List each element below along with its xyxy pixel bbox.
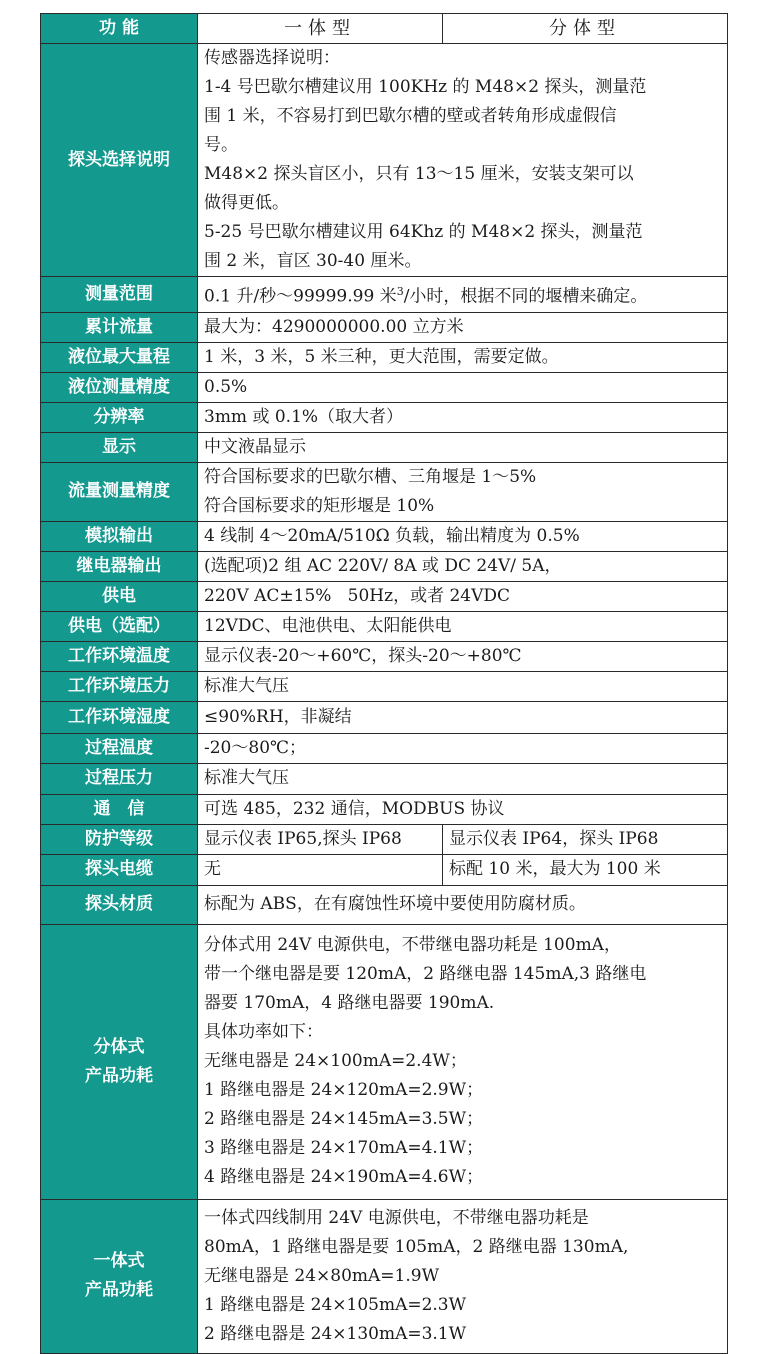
split-power-line: 2 路继电器是 24×145mA=3.5W； xyxy=(204,1109,484,1130)
integrated-power-line: 一体式四线制用 24V 电源供电，不带继电器功耗是 xyxy=(204,1207,589,1228)
flow-accuracy-line: 符合国标要求的矩形堰是 10% xyxy=(204,495,435,516)
row-flow-accuracy xyxy=(41,462,728,521)
integrated-power-line: 2 路继电器是 24×130mA=3.1W xyxy=(204,1323,467,1344)
split-power-line: 器要 170mA，4 路继电器要 190mA. xyxy=(204,993,495,1014)
value-ip-rating-split: 显示仪表 IP64，探头 IP68 xyxy=(443,824,728,854)
row-probe-material xyxy=(41,885,728,924)
label-probe-cable: 探头电缆 xyxy=(41,854,198,885)
row-process-temp xyxy=(41,733,728,763)
label-probe-material: 探头材质 xyxy=(41,885,198,924)
split-power-line: 3 路继电器是 24×170mA=4.1W； xyxy=(204,1138,484,1159)
label-level-range: 液位最大量程 xyxy=(41,342,198,372)
value-level-accuracy: 0.5% xyxy=(198,372,728,402)
probe-line: 围 1 米，不容易打到巴歇尔槽的壁或者转角形成虚假信 xyxy=(204,106,617,126)
row-env-humidity xyxy=(41,701,728,733)
value-process-pressure: 标准大气压 xyxy=(198,763,728,794)
label-range: 测量范围 xyxy=(41,277,198,313)
row-power-optional xyxy=(41,611,728,641)
label-level-accuracy: 液位测量精度 xyxy=(41,372,198,402)
split-power-line: 1 路继电器是 24×120mA=2.9W； xyxy=(204,1080,484,1101)
value-probe-cable-integrated: 无 xyxy=(198,854,443,885)
label-resolution: 分辨率 xyxy=(41,402,198,432)
label-ip-rating: 防护等级 xyxy=(41,824,198,854)
probe-line: 号。 xyxy=(204,135,238,155)
label-total: 累计流量 xyxy=(41,312,198,342)
value-env-pressure: 标准大气压 xyxy=(198,671,728,701)
row-power xyxy=(41,581,728,611)
probe-line: 5-25 号巴歇尔槽建议用 64Khz 的 M48×2 探头，测量范 xyxy=(204,222,643,242)
value-flow-accuracy xyxy=(198,462,728,521)
value-process-temp: -20～80℃； xyxy=(198,733,728,763)
label-power-optional: 供电（选配） xyxy=(41,611,198,641)
label-env-pressure: 工作环境压力 xyxy=(41,671,198,701)
value-env-humidity: ≤90%RH，非凝结 xyxy=(198,701,728,733)
split-power-line: 4 路继电器是 24×190mA=4.6W； xyxy=(204,1167,484,1188)
label-communication: 通 信 xyxy=(41,794,198,824)
label-power: 供电 xyxy=(41,581,198,611)
probe-line: 传感器选择说明： xyxy=(204,48,340,68)
value-power-optional: 12VDC、电池供电、太阳能供电 xyxy=(198,611,728,641)
row-range xyxy=(41,277,728,313)
integrated-power-line: 80mA，1 路继电器是要 105mA，2 路继电器 130mA, xyxy=(204,1236,629,1257)
row-display xyxy=(41,432,728,462)
value-resolution: 3mm 或 0.1%（取大者） xyxy=(198,402,728,432)
integrated-power-line: 1 路继电器是 24×105mA=2.3W xyxy=(204,1294,467,1315)
label-process-pressure: 过程压力 xyxy=(41,763,198,794)
range-value-post: /小时，根据不同的堰槽来确定。 xyxy=(403,286,648,307)
row-env-pressure xyxy=(41,671,728,701)
header-split: 分体型 xyxy=(443,14,728,44)
label-display: 显示 xyxy=(41,432,198,462)
row-process-pressure xyxy=(41,763,728,794)
split-power-label-line: 产品功耗 xyxy=(85,1065,153,1086)
label-relay: 继电器输出 xyxy=(41,551,198,581)
row-analog xyxy=(41,521,728,551)
split-power-line: 带一个继电器是要 120mA，2 路继电器 145mA,3 路继电 xyxy=(204,964,647,985)
range-value-pre: 0.1 升/秒～99999.99 米 xyxy=(204,286,397,307)
label-env-temp: 工作环境温度 xyxy=(41,641,198,671)
probe-line: 1-4 号巴歇尔槽建议用 100KHz 的 M48×2 探头，测量范 xyxy=(204,77,647,97)
row-relay xyxy=(41,551,728,581)
row-level-range xyxy=(41,342,728,372)
header-integrated: 一体型 xyxy=(198,14,443,44)
split-power-line: 无继电器是 24×100mA=2.4W； xyxy=(204,1051,467,1072)
range-superscript: 3 xyxy=(396,285,404,298)
integrated-power-label-line: 产品功耗 xyxy=(85,1280,153,1301)
value-integrated-power xyxy=(198,1199,728,1353)
value-relay: (选配项)2 组 AC 220V/ 8A 或 DC 24V/ 5A， xyxy=(198,551,728,581)
split-power-label-line: 分体式 xyxy=(93,1036,145,1057)
value-range xyxy=(198,277,728,313)
integrated-power-label-line: 一体式 xyxy=(93,1251,145,1272)
value-display: 中文液晶显示 xyxy=(198,432,728,462)
flow-accuracy-line: 符合国标要求的巴歇尔槽、三角堰是 1～5% xyxy=(204,466,537,487)
label-probe: 探头选择说明 xyxy=(41,44,198,277)
label-env-humidity: 工作环境湿度 xyxy=(41,701,198,733)
probe-line: 围 2 米，盲区 30-40 厘米。 xyxy=(204,251,422,271)
split-power-line: 分体式用 24V 电源供电，不带继电器功耗是 100mA， xyxy=(204,935,621,956)
row-level-accuracy xyxy=(41,372,728,402)
value-level-range: 1 米，3 米，5 米三种，更大范围，需要定做。 xyxy=(198,342,728,372)
header-function: 功 能 xyxy=(41,14,198,44)
value-split-power xyxy=(198,924,728,1199)
value-communication: 可选 485，232 通信，MODBUS 协议 xyxy=(198,794,728,824)
value-total: 最大为：4290000000.00 立方米 xyxy=(198,312,728,342)
value-env-temp: 显示仪表-20～+60℃，探头-20～+80℃ xyxy=(198,641,728,671)
label-integrated-power xyxy=(41,1199,198,1353)
label-analog: 模拟输出 xyxy=(41,521,198,551)
value-probe-material: 标配为 ABS，在有腐蚀性环境中要使用防腐材质。 xyxy=(198,885,728,924)
row-total xyxy=(41,312,728,342)
row-integrated-power xyxy=(41,1199,728,1353)
value-probe xyxy=(198,44,728,277)
value-ip-rating-integrated: 显示仪表 IP65,探头 IP68 xyxy=(198,824,443,854)
label-split-power xyxy=(41,924,198,1199)
row-ip-rating xyxy=(41,824,728,854)
integrated-power-line: 无继电器是 24×80mA=1.9W xyxy=(204,1265,440,1286)
value-power: 220V AC±15% 50Hz，或者 24VDC xyxy=(198,581,728,611)
spec-table xyxy=(40,13,728,1354)
row-probe-cable xyxy=(41,854,728,885)
row-communication xyxy=(41,794,728,824)
value-probe-cable-split: 标配 10 米，最大为 100 米 xyxy=(443,854,728,885)
row-split-power xyxy=(41,924,728,1199)
label-process-temp: 过程温度 xyxy=(41,733,198,763)
split-power-line: 具体功率如下： xyxy=(204,1022,323,1043)
row-env-temp xyxy=(41,641,728,671)
label-flow-accuracy: 流量测量精度 xyxy=(41,462,198,521)
header-row xyxy=(41,14,728,44)
value-analog: 4 线制 4～20mA/510Ω 负载，输出精度为 0.5% xyxy=(198,521,728,551)
row-probe xyxy=(41,44,728,277)
probe-line: 做得更低。 xyxy=(204,193,289,213)
probe-line: M48×2 探头盲区小，只有 13～15 厘米，安装支架可以 xyxy=(204,164,634,184)
row-resolution xyxy=(41,402,728,432)
